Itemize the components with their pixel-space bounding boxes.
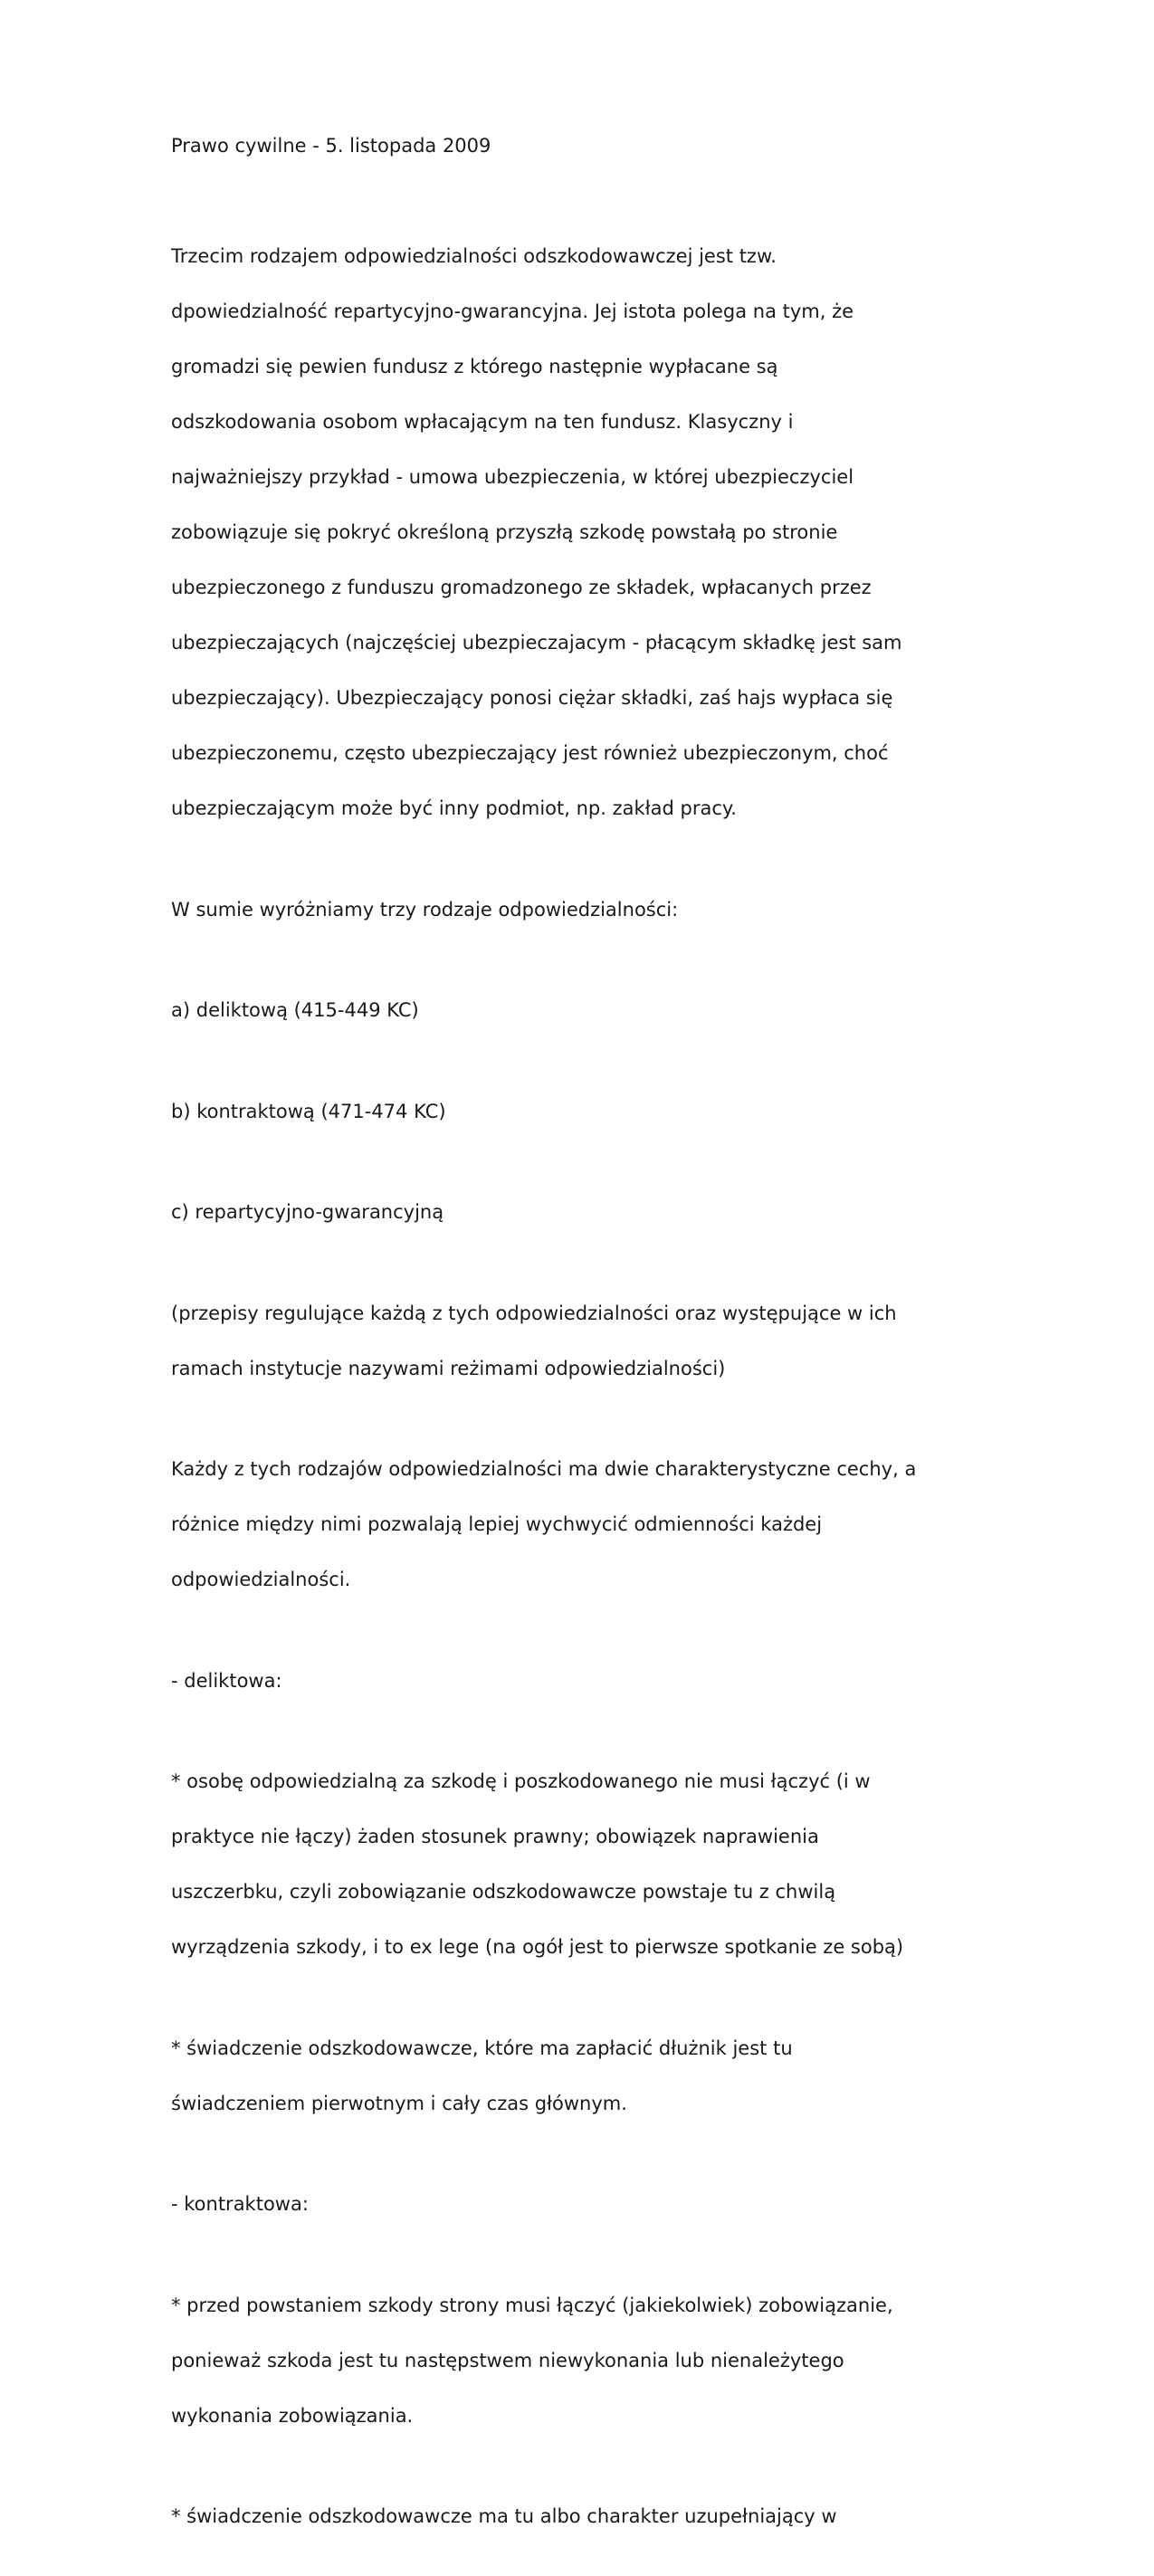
text-line: * świadczenie odszkodowawcze, które ma zapłacić dłużnik jest tu xyxy=(171,2037,793,2059)
text-line: ubezpieczający). Ubezpieczający ponosi ciężar składki, zaś hajs wypłaca się xyxy=(171,687,893,709)
document-title: Prawo cywilne - 5. listopada 2009 xyxy=(171,135,491,157)
text-line: zobowiązuje się pokryć określoną przyszłą szkodę powstałą po stronie xyxy=(171,521,838,543)
text-line: - deliktowa: xyxy=(171,1669,282,1692)
text-line: ubezpieczających (najczęściej ubezpieczajacym - płacącym składkę jest sam xyxy=(171,632,902,654)
text-line: najważniejszy przykład - umowa ubezpieczenia, w której ubezpieczyciel xyxy=(171,466,854,488)
text-line: a) deliktową (415-449 KC) xyxy=(171,999,419,1021)
text-line: wyrządzenia szkody, i to ex lege (na ogół jest to pierwsze spotkanie ze sobą) xyxy=(171,1936,904,1958)
heading-deliktowa xyxy=(171,1639,986,1722)
text-line: praktyce nie łączy) żaden stosunek prawny; obowiązek naprawienia xyxy=(171,1826,819,1847)
text-line: świadczeniem pierwotnym i cały czas głównym. xyxy=(171,2092,627,2114)
list-item-b xyxy=(171,1070,986,1153)
text-line: gromadzi się pewien fundusz z którego następnie wypłacane są xyxy=(171,356,778,377)
text-line: różnice między nimi pozwalają lepiej wychwycić odmienności każdej xyxy=(171,1513,823,1535)
bullet-kontraktowa-1 xyxy=(171,2264,986,2457)
text-line: wykonania zobowiązania. xyxy=(171,2404,414,2427)
text-line: (przepisy regulujące każdą z tych odpowiedzialności oraz występujące w ich xyxy=(171,1302,897,1324)
list-item-c xyxy=(171,1171,986,1255)
text-line: odszkodowania osobom wpłacającym na ten fundusz. Klasyczny i xyxy=(171,411,794,433)
text-line: * przed powstaniem szkody strony musi łączyć (jakiekolwiek) zobowiązanie, xyxy=(171,2294,893,2316)
paragraph-intro xyxy=(171,215,986,851)
text-line: ubezpieczonemu, często ubezpieczający jest również ubezpieczonym, choć xyxy=(171,742,889,764)
bullet-kontraktowa-2 xyxy=(171,2476,986,2559)
list-item-a xyxy=(171,969,986,1053)
paragraph-features xyxy=(171,1428,986,1622)
text-line: odpowiedzialności. xyxy=(171,1569,351,1590)
text-line: c) repartycyjno-gwarancyjną xyxy=(171,1201,444,1223)
text-line: dpowiedzialność repartycyjno-gwarancyjna. Jej istota polega na tym, że xyxy=(171,301,854,322)
text-line: Trzecim rodzajem odpowiedzialności odszkodowawczej jest tzw. xyxy=(171,245,777,267)
bullet-deliktowa-2 xyxy=(171,2007,986,2145)
document-page xyxy=(171,132,986,2576)
paragraph-regimes xyxy=(171,1272,986,1410)
text-line: b) kontraktową (471-474 KC) xyxy=(171,1100,446,1122)
text-line: * świadczenie odszkodowawcze ma tu albo charakter uzupełniający w xyxy=(171,2505,837,2527)
text-line: ubezpieczonego z funduszu gromadzonego ze składek, wpłacanych przez xyxy=(171,577,872,598)
bullet-deliktowa-1 xyxy=(171,1741,986,1989)
text-line: ramach instytucje nazywami reżimami odpowiedzialności) xyxy=(171,1357,726,1379)
text-line: ponieważ szkoda jest tu następstwem niewykonania lub nienależytego xyxy=(171,2349,844,2371)
text-line: Każdy z tych rodzajów odpowiedzialności ma dwie charakterystyczne cechy, a xyxy=(171,1458,917,1480)
text-line: ubezpieczającym może być inny podmiot, np. zakład pracy. xyxy=(171,797,737,819)
text-line: * osobę odpowiedzialną za szkodę i poszkodowanego nie musi łączyć (i w xyxy=(171,1770,871,1792)
text-line: W sumie wyróżniamy trzy rodzaje odpowiedzialności: xyxy=(171,898,679,921)
heading-kontraktowa xyxy=(171,2163,986,2247)
paragraph-summary xyxy=(171,868,986,951)
text-line: - kontraktowa: xyxy=(171,2193,309,2215)
text-line: uszczerbku, czyli zobowiązanie odszkodowawcze powstaje tu z chwilą xyxy=(171,1881,836,1903)
